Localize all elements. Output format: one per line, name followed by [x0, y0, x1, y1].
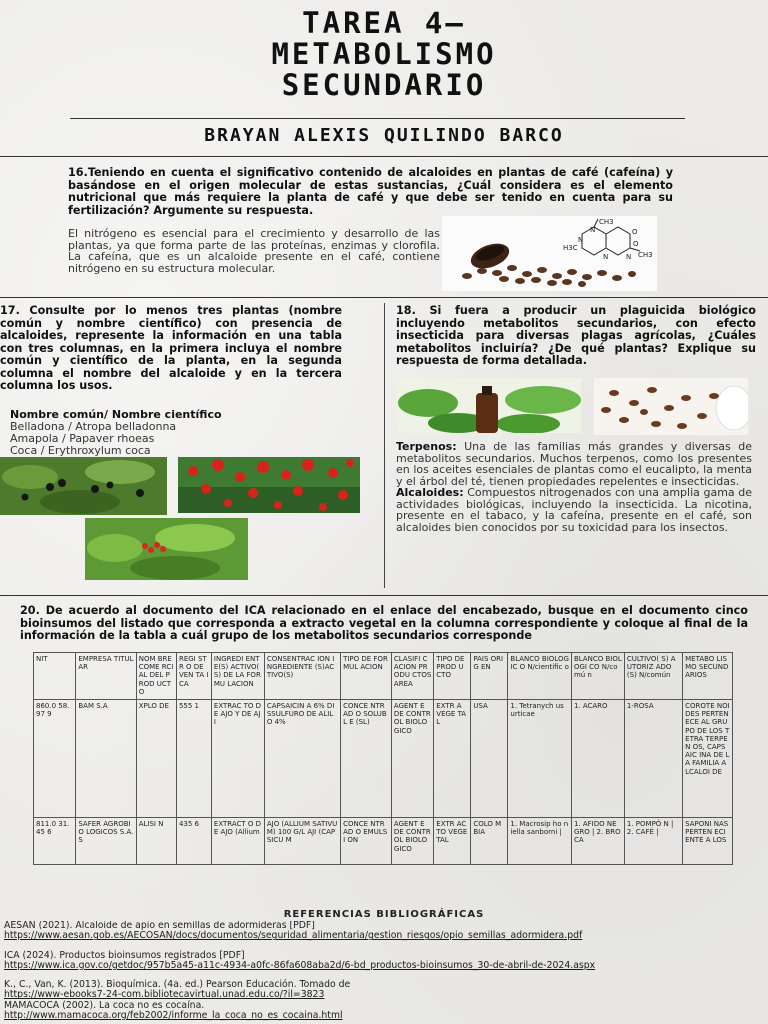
- table-cell: ALISI N: [136, 818, 176, 865]
- section-divider-2: [0, 595, 768, 596]
- caffeine-label-8: O: [633, 240, 639, 248]
- plant-item-belladona: Belladona / Atropa belladonna: [10, 420, 177, 433]
- table-cell: COROTE NOIDES PERTEN ECE AL GRUPO DE LOS TETRA TERPEN OS, CAPSAIC INA DE LA FAMILIA ALCALOI DE: [683, 700, 733, 818]
- table-cell: 555 1: [176, 700, 211, 818]
- author-name: BRAYAN ALEXIS QUILINDO BARCO: [204, 125, 564, 146]
- table-row: [34, 818, 733, 865]
- page-title: [0, 8, 768, 101]
- question-18: 18. Si fuera a producir un plaguicida biológico incluyendo metabolitos secundarios, con efecto insecticida para diversas plagas agrícolas, ¿Cuáles metabolitos incluiría? ¿De qué plantas? Explique su respuesta de forma detallada.: [396, 304, 756, 367]
- plant-list-title: Nombre común/ Nombre científico: [10, 408, 222, 421]
- plant-item-coca: Coca / Erythroxylum coca: [10, 444, 151, 457]
- table-cell: BAM S.A: [76, 700, 136, 818]
- table-cell: AJO (ALLIUM SATIVUM) 100 G/L AJI (CAPSICU M: [264, 818, 340, 865]
- question-16: 16.Teniendo en cuenta el significativo contenido de alcaloides en plantas de café (cafeína) y basándose en el origen molecular de estas sustancias, ¿Cuál considera es el elemento nutricional que más requiere la planta de café y que debe ser tenido en cuenta para su fertilización? Argumente su respuesta.: [68, 166, 673, 217]
- reference-2-link[interactable]: https://www.ica.gov.co/getdoc/957b5a45-a11c-4934-a0fc-86fa608aba2d/6-bd_productos-bioinsumos_30-de-abril-de-2024.aspx: [4, 959, 596, 971]
- reference-4: MAMACOCA (2002). La coca no es cocaína.: [4, 999, 205, 1011]
- answer-16: El nitrógeno es esencial para el crecimiento y desarrollo de las plantas, ya que forma parte de las proteínas, enzimas y clorofila. La cafeína, que es un alcaloide presente en el café, contiene nitrógeno en su estructura molecular.: [68, 227, 440, 275]
- table-cell: 1. Macrosip ho niella sanborni |: [508, 818, 572, 865]
- question-20: 20. De acuerdo al documento del ICA relacionado en el enlace del encabezado, busque en el documento cinco bioinsumos del listado que corresponda a extracto vegetal en la columna correspondiente y coloque al final de la información de la tabla a cuál grupo de los metabolitos secundarios corresponde: [20, 604, 748, 642]
- title-line-2: METABOLISMO: [271, 37, 497, 71]
- alcaloides-text: Compuestos nitrogenados con una amplia gama de actividades biológicas, incluyendo la insecticida. La nicotina, presente en el tabaco, y la cafeína, presente en el café, son alcaloides bien conocidos por su toxicidad para los insectos.: [396, 486, 752, 534]
- th-ingredientes: INGREDI ENTE(S) ACTIVO( S) DE LA FORMU LACION: [211, 653, 264, 700]
- reference-1: AESAN (2021). Alcaloide de apio en semillas de adormideras [PDF]: [4, 921, 315, 931]
- table-cell: COLO MBIA: [471, 818, 508, 865]
- author-divider: [0, 156, 768, 157]
- terpenos-text: Una de las familias más grandes y diversas de metabolitos secundarios. Muchos terpenos, como los presentes en los aceites esenciales de plantas como el eucalipto, la menta y el árbol del té, tienen propiedades repelentes e insecticidas.: [396, 440, 752, 488]
- terpenos-label: Terpenos:: [396, 440, 457, 453]
- th-pais: PAIS ORIG EN: [471, 653, 508, 700]
- table-cell: USA: [471, 700, 508, 818]
- reference-3-link[interactable]: https://www-ebooks7-24-com.bibliotecavirtual.unad.edu.co/?il=3823: [4, 989, 325, 1001]
- caffeine-label-3: O: [632, 228, 638, 236]
- th-cultivos: CULTIVO( S) AUTORIZ ADO(S) N/común: [624, 653, 682, 700]
- coca-plant-image: [85, 518, 248, 580]
- references-title: REFERENCIAS BIBLIOGRÁFICAS: [283, 909, 485, 920]
- answer-18: [396, 441, 752, 533]
- header-divider: [70, 118, 685, 119]
- th-empresa: EMPRESA TITULAR: [76, 653, 136, 700]
- alcaloides-label: Alcaloides:: [396, 486, 464, 499]
- table-cell: EXTRAC TO DE AJO Y DE AJI: [211, 700, 264, 818]
- th-tipo-producto: TIPO DE PROD UCTO: [434, 653, 471, 700]
- table-cell: XPLO DE: [136, 700, 176, 818]
- table-cell: 1. ACARO: [571, 700, 624, 818]
- th-metabolismo: METABO LISMO SECUND ARIOS: [683, 653, 733, 700]
- caffeine-label-9: CH3: [638, 251, 653, 259]
- th-clasificacion: CLASIFI CACION PRODU CTOS AREA: [391, 653, 433, 700]
- table-cell: 860.0 58.97 9: [34, 700, 76, 818]
- section-divider-1: [0, 297, 768, 298]
- table-cell: 435 6: [176, 818, 211, 865]
- references-list: [4, 921, 768, 1021]
- table-cell: EXTRACT O DE AJO (Allium: [211, 818, 264, 865]
- poppy-image: [178, 457, 360, 513]
- table-header-row: [34, 653, 733, 700]
- table-cell: SAPONI NAS PERTEN ECI ENTE A LOS: [683, 818, 733, 865]
- caffeine-label-1: CH3: [599, 218, 614, 226]
- table-cell: 1. AFIDO NEGRO | 2. BROCA: [571, 818, 624, 865]
- caffeine-label-7: N: [626, 253, 632, 261]
- title-line-1: TAREA 4–: [302, 6, 466, 40]
- caffeine-label-5: N: [578, 236, 584, 244]
- coffee-beans-image: [594, 378, 748, 435]
- table-cell: EXTR A VEGE TAL: [434, 700, 471, 818]
- caffeine-label-2: N: [590, 226, 596, 234]
- th-nit: NIT: [34, 653, 76, 700]
- caffeine-coffee-image: [442, 216, 657, 291]
- table-cell: 1. Tetranych us urticae: [508, 700, 572, 818]
- title-line-3: SECUNDARIO: [281, 68, 487, 102]
- mint-oil-image: [398, 378, 581, 433]
- plant-item-amapola: Amapola / Papaver rhoeas: [10, 432, 155, 445]
- table-cell: CAPSAICIN A 6% DISSULFURO DE ALILO 4%: [264, 700, 340, 818]
- table-cell: AGENT E DE CONTR OL BIOLO GICO: [391, 818, 433, 865]
- table-cell: 1-ROSA: [624, 700, 682, 818]
- th-nombre-comercial: NOM BRE COME RCIAL DEL PROD UCTO: [136, 653, 176, 700]
- reference-3: K., C., Van, K. (2013). Bioquímica. (4a. ed.) Pearson Educación. Tomado de: [4, 979, 351, 991]
- column-divider: [384, 303, 385, 588]
- th-blanco-cientifico: BLANCO BIOLOGIC O N/científic o: [508, 653, 572, 700]
- table-cell: SAFER AGROBIO LOGICOS S.A.S: [76, 818, 136, 865]
- th-tipo-formulacion: TIPO DE FORMUL ACION: [341, 653, 392, 700]
- belladonna-image: [0, 457, 167, 515]
- bioinsumos-table: [33, 652, 733, 865]
- th-registro: REGI STR O DE VEN TA ICA: [176, 653, 211, 700]
- reference-4-link[interactable]: http://www.mamacoca.org/feb2002/informe_la_coca_no_es_cocaina.html: [4, 1010, 343, 1022]
- table-cell: 1. POMPÓ N | 2. CAFÉ |: [624, 818, 682, 865]
- table-cell: AGENT E DE CONTR OL BIOLO GICO: [391, 700, 433, 818]
- table-cell: 811.0 31.45 6: [34, 818, 76, 865]
- table-cell: CONCE NTRAD O EMULSI ON: [341, 818, 392, 865]
- caffeine-label-4: H3C: [563, 244, 578, 252]
- reference-2: ICA (2024). Productos bioinsumos registrados [PDF]: [4, 949, 245, 961]
- th-concentracion: CONSENTRAC ION INGREDIENTE (S)ACTIVO(S): [264, 653, 340, 700]
- table-row: [34, 700, 733, 818]
- question-17: 17. Consulte por lo menos tres plantas (nombre común y nombre científico) con presencia de alcaloides, represente la información en una tabla con tres columnas, en la primera incluya el nombre común y científico de la planta, en la segunda columna el nombre del alcaloide y en la tercera columna los usos.: [0, 304, 342, 392]
- caffeine-label-6: N: [603, 253, 609, 261]
- table-cell: EXTR ACTO VEGE TAL: [434, 818, 471, 865]
- reference-1-link[interactable]: https://www.aesan.gob.es/AECOSAN/docs/documentos/seguridad_alimentaria/gestion_riesgos/opio_semillas_adormidera.pdf: [4, 930, 583, 942]
- th-blanco-comun: BLANCO BIOLOGI CO N/comú n: [571, 653, 624, 700]
- plant-list: [10, 409, 222, 457]
- table-cell: CONCE NTRAD O SOLUBL E (SL): [341, 700, 392, 818]
